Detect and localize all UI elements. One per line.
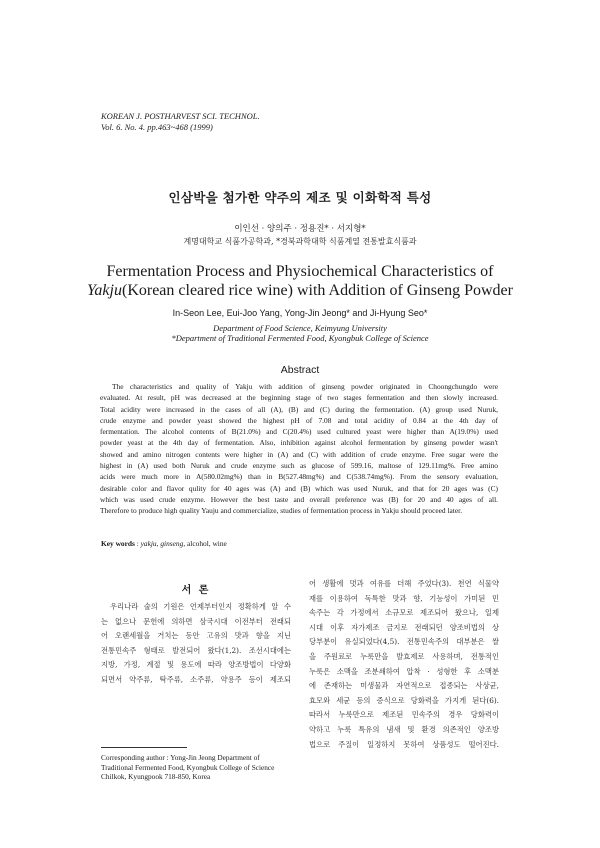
right-column-line: 재를 이용하여 독특한 맛과 향, 기능성이 가미된 민 [309, 593, 499, 603]
abstract-line: acids were much more in A(580.02mg%) than in B(527.48mg%) and C(538.74mg%). From the sensory evaluation, [100, 472, 498, 482]
left-column-body [101, 600, 291, 688]
left-column-line: 는 없으나 문헌에 의하면 삼국시대 이전부터 전래되 [101, 616, 291, 626]
abstract-line: The characteristics and quality of Yakju with addition of ginseng powder originated in Choongchungdo were [112, 382, 498, 391]
journal-header [101, 111, 260, 133]
abstract-body [100, 381, 498, 517]
footnote-line: Corresponding author : Yong-Jin Jeong Department of [101, 753, 260, 762]
english-title-yakju: Yakju [87, 282, 122, 299]
abstract-heading: Abstract [280, 364, 320, 376]
abstract-line: evaluated. At result, pH was decreased at the beginning stage of two stages fermentation and then slowly increased. [100, 393, 498, 403]
korean-affiliation: 계명대학교 식품가공학과, *경북과학대학 식품계열 전통발효식품과 [183, 237, 417, 246]
abstract-line: highest in (A) used both Nuruk and crude enzyme such as glucose of 599.16, maltose of 129.11mg%. Free amino [100, 461, 498, 471]
abstract-line: crude enzyme and powder yeast showed the highest pH of 7.08 and total acidity of 0.84 at the 4th day of [100, 415, 498, 425]
right-column-line: 시대 이후 자가제조 금지로 전래되던 양조비법의 상 [309, 622, 499, 632]
right-column-line: 법으로 주질이 일정하지 못하여 상품성도 떨어진다. [309, 739, 499, 749]
korean-authors: 이인선 · 양의주 · 정용진* · 서지형* [234, 224, 366, 234]
right-column-line: 따라서 누룩만으로 제조된 민속주의 경우 당화력이 [309, 710, 499, 720]
section-heading-introduction: 서 론 [181, 585, 211, 596]
english-title [60, 262, 540, 300]
abstract-line: fermentation. The alcohol contents of B(21.0%) and C(20.4%) used cultured yeast were higher than A(19.0%) used [100, 427, 498, 437]
left-column-line: 지방, 가정, 계절 및 용도에 따라 양조방법이 다양화 [101, 660, 291, 670]
abstract-line: desirable color and flavor qulity for 40 ages was (A) and (B) which was used Nuruk, and that for 20 ages was (C) [100, 483, 498, 493]
left-column-line: 되면서 약주류, 탁주류, 소주류, 약용주 등이 제조되 [101, 674, 291, 684]
abstract-line: showed and amino nitrogen contents were higher in (A) and (C) with addition of crude enzyme. Free sugar were the [100, 449, 498, 459]
abstract-line: which was used crude enzyme. However the best taste and overall preference was (B) for 20 and 40 ages of all. [100, 494, 498, 504]
left-column-line: 전통민속주 형태로 발전되어 왔다(1,2). 조선시대에는 [101, 645, 291, 655]
corresponding-author-footnote [101, 753, 293, 782]
affiliation-1: Department of Food Science, Keimyung University [213, 323, 387, 333]
left-column-line: 어 오랜세월을 거치는 동안 고유의 맛과 향을 지닌 [101, 631, 291, 641]
footnote-divider [101, 747, 187, 748]
right-column-line: 효모와 세균 등의 증식으로 당화력을 가지게 된다(6). [309, 695, 499, 705]
keywords-label: Key words [101, 539, 135, 548]
affiliation-2: *Department of Traditional Fermented Food, Kyongbuk College of Science [171, 333, 429, 343]
right-column-line: 당부분이 유실되었다(4,5). 전통민속주의 대부분은 쌀 [309, 637, 499, 647]
english-affiliations [0, 323, 600, 343]
right-column-line: 누룩은 소맥을 조분쇄하여 압착 · 성형한 후 소맥분 [309, 666, 499, 676]
abstract-line: powder yeast at the 4th day of fermentation. Also, inhibition against alcohol fermentation by ginseng powder wasn't [100, 438, 498, 448]
keywords [101, 539, 227, 548]
left-column-line: 우리나라 술의 기원은 언제부터인지 정확하게 알 수 [110, 602, 291, 611]
english-authors: In-Seon Lee, Eui-Joo Yang, Yong-Jin Jeong* and Ji-Hyung Seo* [172, 308, 428, 318]
english-title-line-2 [60, 281, 540, 300]
right-column-line: 을 주원료로 누룩만을 발효제로 사용하며, 전통적인 [309, 651, 499, 661]
korean-title: 인삼박을 첨가한 약주의 제조 및 이화학적 특성 [168, 190, 432, 205]
english-title-line-2-rest: (Korean cleared rice wine) with Addition of Ginseng Powder [121, 282, 513, 299]
footnote-line: Chilkok, Kyungpook 718-850, Korea [101, 772, 211, 781]
journal-volume: Vol. 6. No. 4. pp.463~468 (1999) [101, 122, 213, 132]
right-column-body [309, 577, 499, 752]
right-column-line: 에 존재하는 미생물과 자연적으로 접종되는 사상균, [309, 681, 499, 691]
right-column-line: 속주는 각 가정에서 소규모로 제조되어 왔으나, 일제 [309, 608, 499, 618]
abstract-line: Therefore to produce high quality Yauju and commercialize, studies of fermentation process in Yakju should proceed later. [100, 506, 463, 516]
keywords-italic-values: yakju, ginseng, [140, 539, 186, 548]
footnote-line: Traditional Fermented Food, Kyongbuk College of Science [101, 762, 275, 772]
english-title-line-1: Fermentation Process and Physiochemical Characteristics of [106, 263, 494, 280]
abstract-line: Total acidity were increased in the cases of all (A), (B) and (C) during the fermentation. (A) group used Nuruk, [100, 404, 498, 414]
right-column-line: 약하고 누룩 특유의 냄새 및 환경 의존적인 양조방 [309, 724, 499, 734]
keywords-rest: alcohol, wine [185, 539, 227, 548]
right-column-line: 어 생활에 멋과 여유를 더해 주었다(3). 천연 식물약 [309, 579, 499, 588]
journal-name: KOREAN J. POSTHARVEST SCI. TECHNOL. [101, 111, 260, 121]
keywords-separator: : [134, 539, 141, 548]
